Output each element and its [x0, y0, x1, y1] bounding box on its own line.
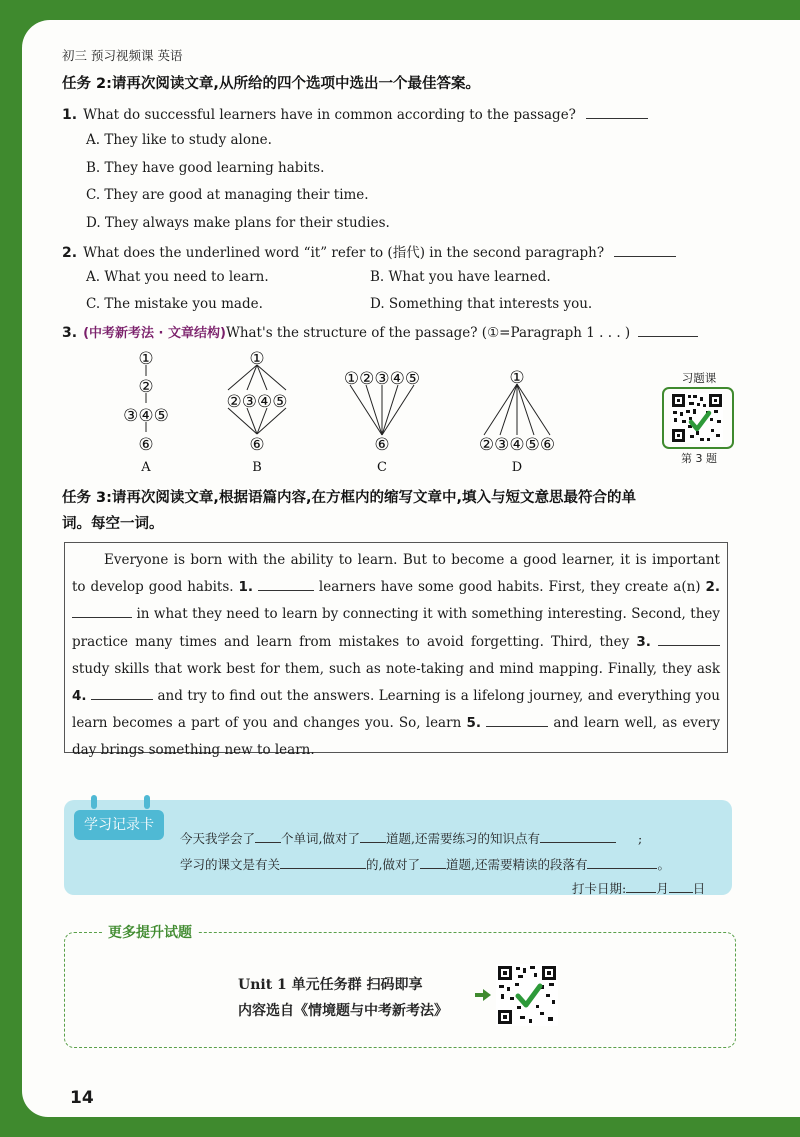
task3-title-line2: 词。每空一词。	[62, 516, 164, 532]
answer-blank[interactable]	[614, 242, 676, 257]
question-text: What's the structure of the passage? (①=Paragraph 1 . . . )	[225, 325, 631, 341]
diagram-b-node-2: ②③④⑤	[226, 392, 288, 412]
record-text: 学习的课文是有关	[180, 857, 281, 872]
passage-text: and learn well, as every day brings something new to learn.	[72, 715, 721, 759]
diagram-b-node-3: ⑥	[249, 435, 265, 455]
questions-correct-blank[interactable]	[360, 828, 386, 843]
record-text: 日	[692, 881, 706, 896]
question-2	[62, 241, 676, 261]
answer-blank[interactable]	[586, 104, 648, 119]
summary-passage-box	[64, 542, 728, 759]
diagram-a-node-4: ⑥	[138, 435, 154, 455]
question-text: What does the underlined word “it” refer to (指代) in the second paragraph?	[83, 245, 605, 261]
day-blank[interactable]	[669, 878, 693, 893]
blank-number: 1.	[238, 579, 254, 596]
blank-1[interactable]	[258, 576, 314, 591]
diagram-d-node-2: ②③④⑤⑥	[478, 435, 556, 455]
month-blank[interactable]	[626, 878, 656, 893]
diagram-c-node-1: ①②③④⑤	[343, 369, 421, 389]
option-a[interactable]: A. What you need to learn.	[86, 269, 269, 285]
passage-text: learners have some good habits. First, they create a(n)	[318, 579, 701, 596]
qr-code-icon[interactable]	[496, 964, 558, 1026]
question-3	[62, 322, 698, 341]
option-d[interactable]: D. They always make plans for their studies.	[86, 215, 390, 231]
blank-number: 3.	[636, 633, 651, 650]
diagram-d-label[interactable]: D	[511, 460, 523, 475]
record-text: 打卡日期:	[572, 881, 627, 896]
option-a[interactable]: A. They like to study alone.	[86, 132, 272, 148]
more-line-1: Unit 1 单元任务群 扫码即享	[238, 977, 423, 993]
diagram-a-label[interactable]: A	[141, 460, 151, 475]
diagram-a-node-2: ②	[138, 377, 154, 397]
page-number: 14	[70, 1088, 94, 1108]
qr-title: 习题课	[681, 371, 717, 385]
question-number: 3.	[62, 325, 78, 341]
record-card-tab: 学习记录卡	[74, 810, 164, 840]
passage-text: and try to find out the answers. Learning is a lifelong journey, and everything you learn becomes a part of you and changes you. So, learn	[72, 688, 721, 732]
more-practice-title: 更多提升试题	[102, 922, 198, 942]
record-text: ;	[637, 831, 643, 846]
diagram-b-node-1: ①	[249, 349, 265, 369]
pin-icon	[91, 795, 97, 809]
record-text: 的,做对了	[366, 857, 420, 872]
option-d[interactable]: D. Something that interests you.	[370, 296, 593, 312]
diagram-b-label[interactable]: B	[252, 460, 262, 475]
record-line-1	[180, 828, 642, 847]
blank-number: 5.	[466, 715, 481, 732]
blank-3[interactable]	[658, 631, 720, 646]
lesson-topic-blank[interactable]	[280, 854, 366, 869]
diagram-d-node-1: ①	[509, 368, 525, 388]
blank-number: 2.	[705, 579, 721, 596]
qr-exercise-video[interactable]	[662, 370, 736, 465]
record-text: 个单词,做对了	[281, 831, 360, 846]
record-date-line	[572, 878, 705, 897]
record-text: 今天我学会了	[180, 831, 256, 846]
question-number: 2.	[62, 245, 78, 261]
more-line-2: 内容选自《情境题与中考新考法》	[238, 1003, 448, 1019]
task3-title-line1: 任务 3:请再次阅读文章,根据语篇内容,在方框内的缩写文章中,填入与短文意思最符合的单	[62, 490, 636, 506]
diagram-c-label[interactable]: C	[377, 460, 387, 475]
record-text: 月	[656, 881, 669, 896]
diagram-a-node-3: ③④⑤	[123, 406, 169, 426]
diagram-c-node-2: ⑥	[374, 435, 390, 455]
record-text: 。	[657, 857, 670, 872]
new-exam-tag: (中考新考法 · 文章结构)	[83, 326, 226, 341]
task2-title: 任务 2:请再次阅读文章,从所给的四个选项中选出一个最佳答案。	[62, 76, 480, 92]
passage-text: in what they need to learn by connecting it with something interesting. Second, they practice many times and learn from mistakes to avoid forgetting. Third, they	[72, 606, 721, 650]
diagram-a-node-1: ①	[138, 349, 154, 369]
words-learned-blank[interactable]	[255, 828, 281, 843]
passage-text: Everyone is born with the ability to learn. But to become a good learner, it is important to develop good habits.	[72, 552, 720, 596]
arrow-right-icon	[474, 988, 492, 1002]
record-text: 道题,还需要练习的知识点有	[386, 831, 540, 846]
passage-text: study skills that work best for them, such as note-taking and mind mapping. Finally, they ask	[72, 660, 720, 677]
question-number: 1.	[62, 107, 78, 123]
option-b[interactable]: B. What you have learned.	[370, 269, 551, 285]
blank-4[interactable]	[91, 685, 153, 700]
structure-diagrams	[102, 346, 662, 496]
knowledge-points-blank[interactable]	[540, 828, 616, 843]
page	[22, 20, 800, 1117]
option-b[interactable]: B. They have good learning habits.	[86, 160, 325, 176]
option-c[interactable]: C. The mistake you made.	[86, 296, 263, 312]
pin-icon	[144, 795, 150, 809]
blank-5[interactable]	[486, 712, 548, 727]
answer-blank[interactable]	[638, 322, 698, 337]
question-text: What do successful learners have in common according to the passage?	[83, 107, 576, 123]
qr-caption: 第 3 题	[681, 452, 717, 465]
questions-correct-blank[interactable]	[420, 854, 446, 869]
blank-number: 4.	[72, 688, 87, 705]
qr-code-icon[interactable]	[662, 387, 734, 449]
paragraphs-blank[interactable]	[587, 854, 657, 869]
blank-2[interactable]	[72, 603, 132, 618]
page-header: 初三 预习视频课 英语	[62, 48, 183, 63]
option-c[interactable]: C. They are good at managing their time.	[86, 187, 369, 203]
record-text: 道题,还需要精读的段落有	[446, 857, 588, 872]
record-line-2	[180, 854, 670, 873]
question-1	[62, 104, 648, 123]
